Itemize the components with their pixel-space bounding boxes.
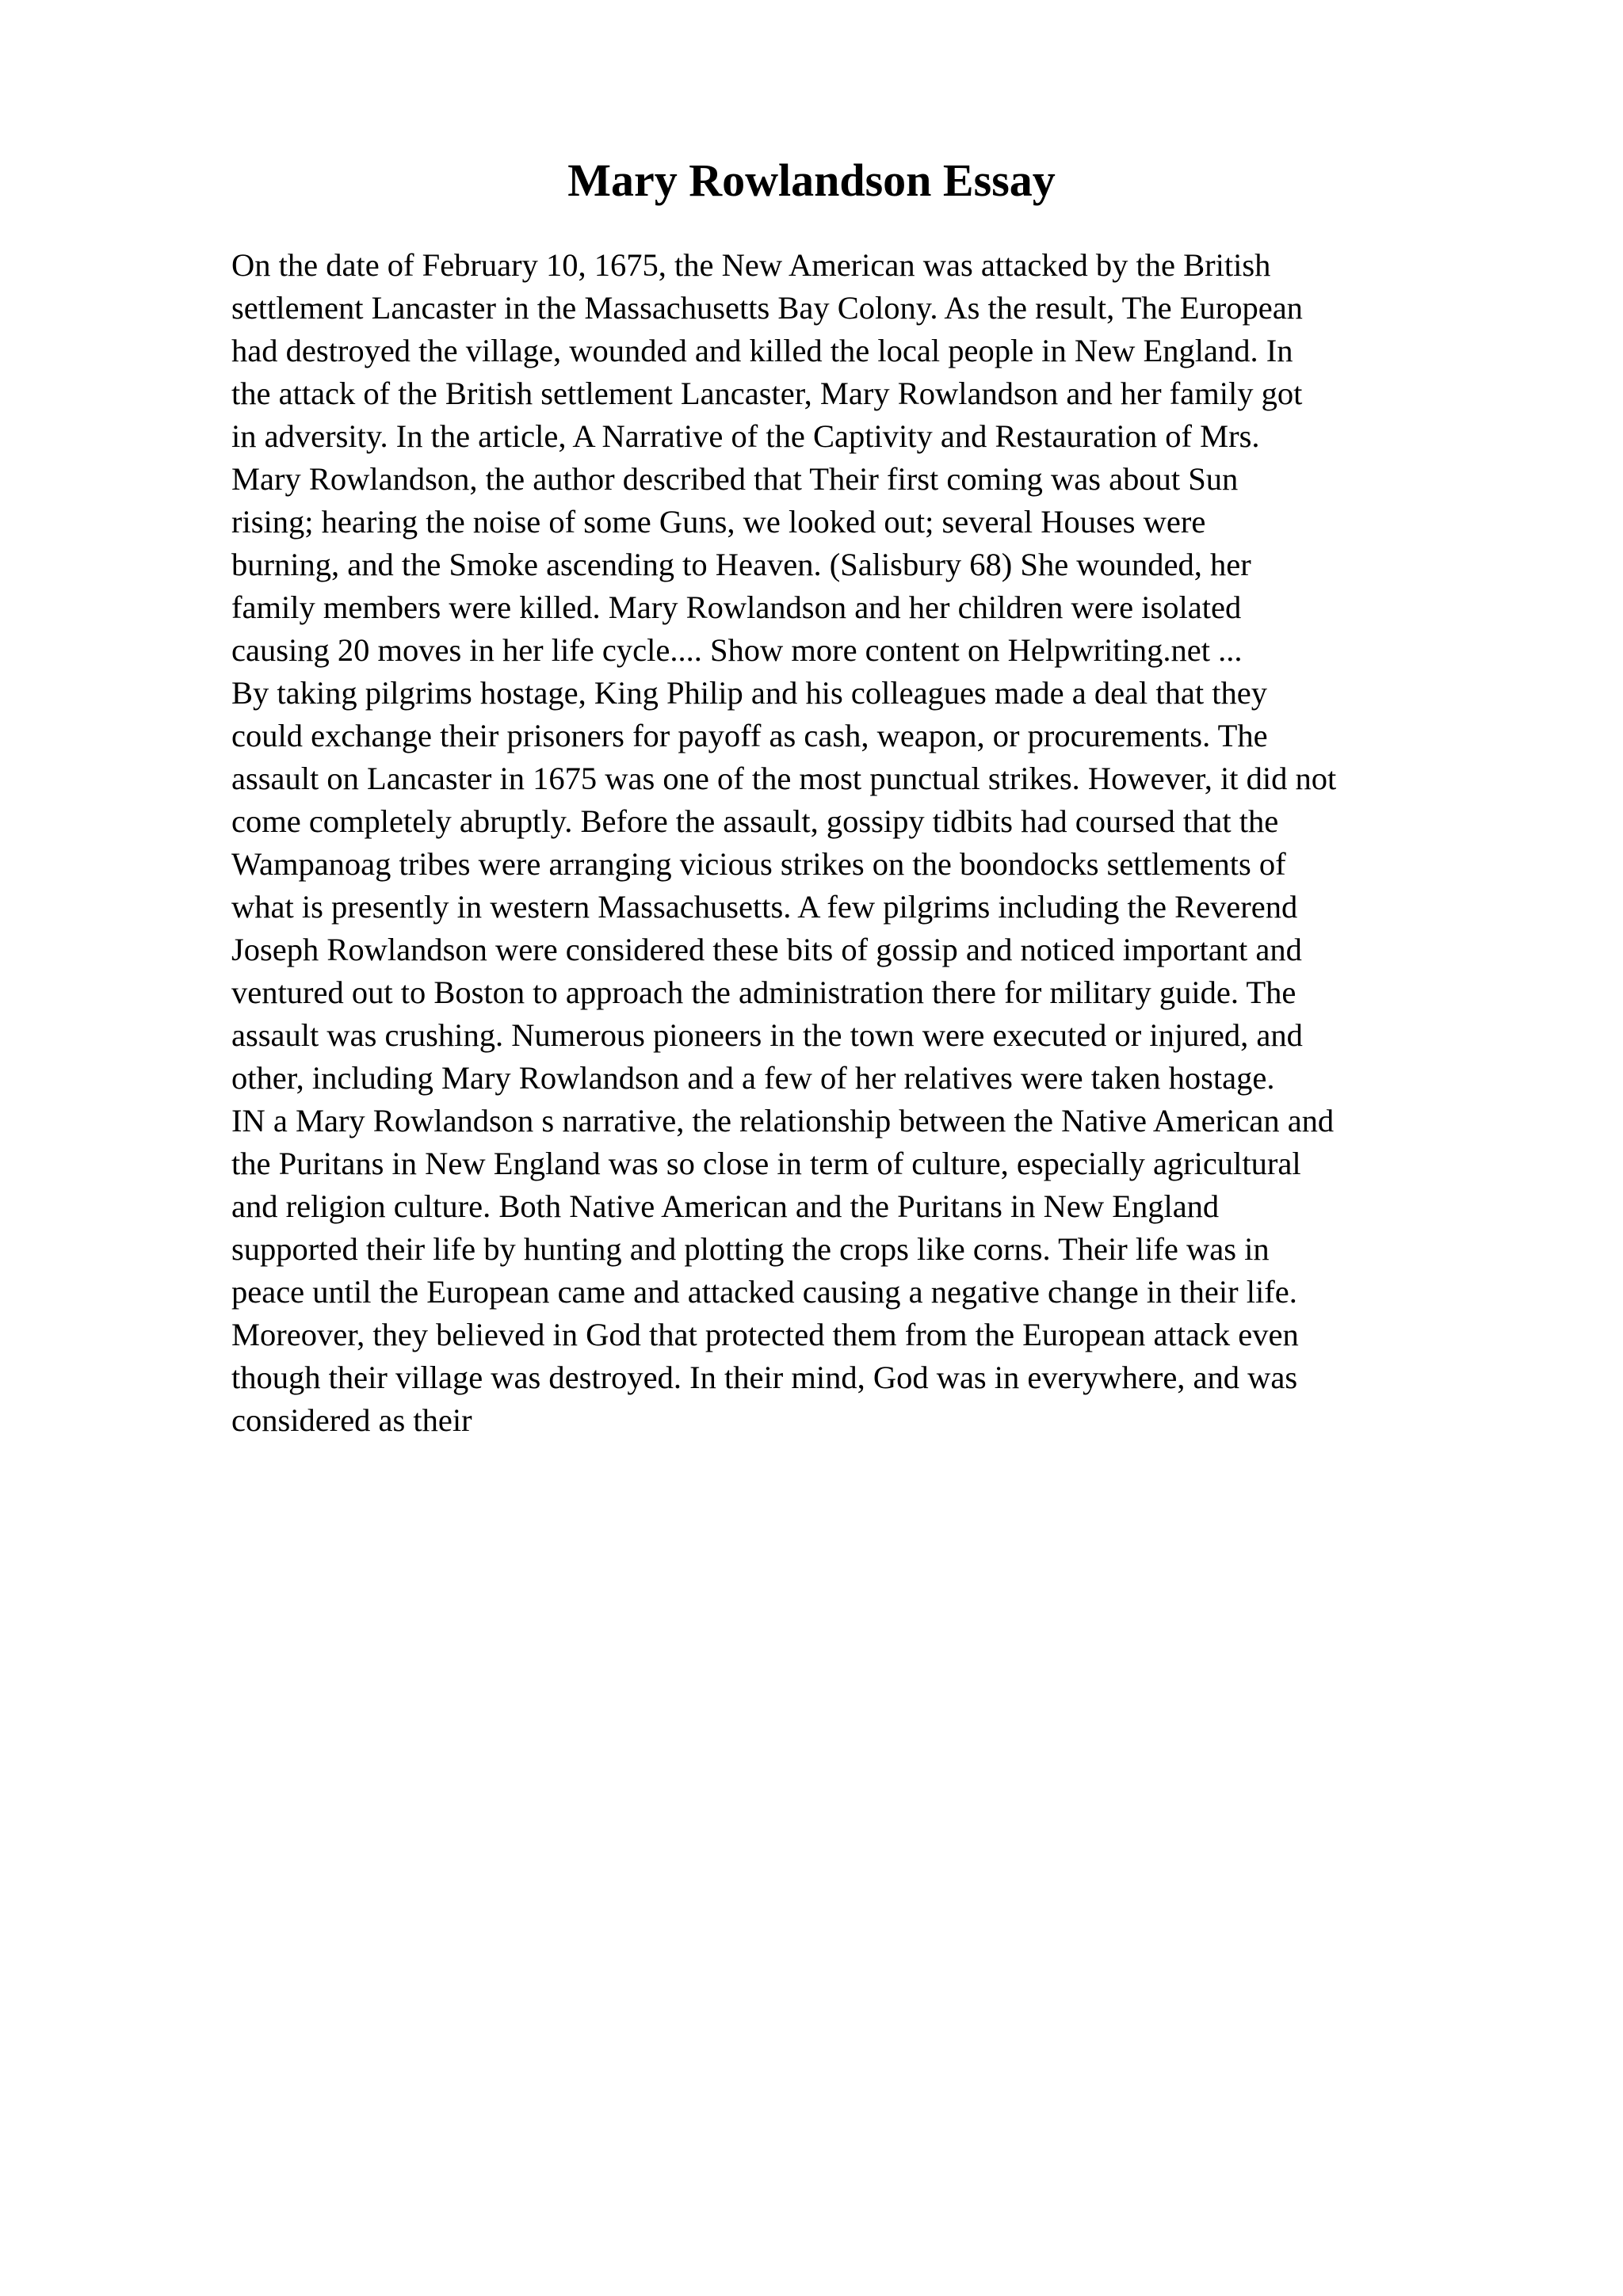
text-line: settlement Lancaster in the Massachusetts Bay Colony. As the result, The European [231, 290, 1303, 326]
text-line: rising; hearing the noise of some Guns, we looked out; several Houses were [231, 504, 1206, 540]
text-line: assault was crushing. Numerous pioneers in the town were executed or injured, and [231, 1017, 1303, 1053]
text-line: the Puritans in New England was so close in term of culture, especially agricultural [231, 1146, 1301, 1181]
document-title: Mary Rowlandson Essay [567, 154, 1056, 206]
text-line: had destroyed the village, wounded and killed the local people in New England. In [231, 333, 1293, 368]
text-line: and religion culture. Both Native American and the Puritans in New England [231, 1188, 1220, 1224]
text-line: burning, and the Smoke ascending to Heaven. (Salisbury 68) She wounded, her [231, 547, 1251, 582]
text-line: Wampanoag tribes were arranging vicious strikes on the boondocks settlements of [231, 846, 1286, 882]
text-line: assault on Lancaster in 1675 was one of the most punctual strikes. However, it did not [231, 761, 1337, 796]
text-line: On the date of February 10, 1675, the New American was attacked by the British [231, 247, 1271, 283]
text-line: Joseph Rowlandson were considered these bits of gossip and noticed important and [231, 932, 1302, 967]
text-line: what is presently in western Massachusetts. A few pilgrims including the Reverend [231, 889, 1298, 925]
text-line: come completely abruptly. Before the assault, gossipy tidbits had coursed that the [231, 803, 1279, 839]
text-line: other, including Mary Rowlandson and a few of her relatives were taken hostage. [231, 1060, 1275, 1096]
text-line: in adversity. In the article, A Narrative of the Captivity and Restauration of Mrs. [231, 418, 1260, 454]
text-line: By taking pilgrims hostage, King Philip and his colleagues made a deal that they [231, 675, 1267, 711]
text-line: family members were killed. Mary Rowlandson and her children were isolated [231, 589, 1242, 625]
text-line: though their village was destroyed. In their mind, God was in everywhere, and was [231, 1360, 1298, 1395]
text-line: causing 20 moves in her life cycle.... Show more content on Helpwriting.net ... [231, 632, 1243, 668]
text-line: supported their life by hunting and plotting the crops like corns. Their life was in [231, 1231, 1270, 1267]
text-line: the attack of the British settlement Lancaster, Mary Rowlandson and her family got [231, 376, 1303, 411]
text-line: could exchange their prisoners for payoff as cash, weapon, or procurements. The [231, 718, 1268, 753]
essay-body [231, 244, 1594, 1442]
text-line: Moreover, they believed in God that protected them from the European attack even [231, 1317, 1299, 1352]
text-line: IN a Mary Rowlandson s narrative, the relationship between the Native American and [231, 1103, 1335, 1138]
text-line: peace until the European came and attacked causing a negative change in their life. [231, 1274, 1297, 1310]
text-line: ventured out to Boston to approach the administration there for military guide. The [231, 974, 1296, 1010]
text-line: Mary Rowlandson, the author described that Their first coming was about Sun [231, 461, 1239, 497]
text-line: considered as their [231, 1402, 472, 1438]
